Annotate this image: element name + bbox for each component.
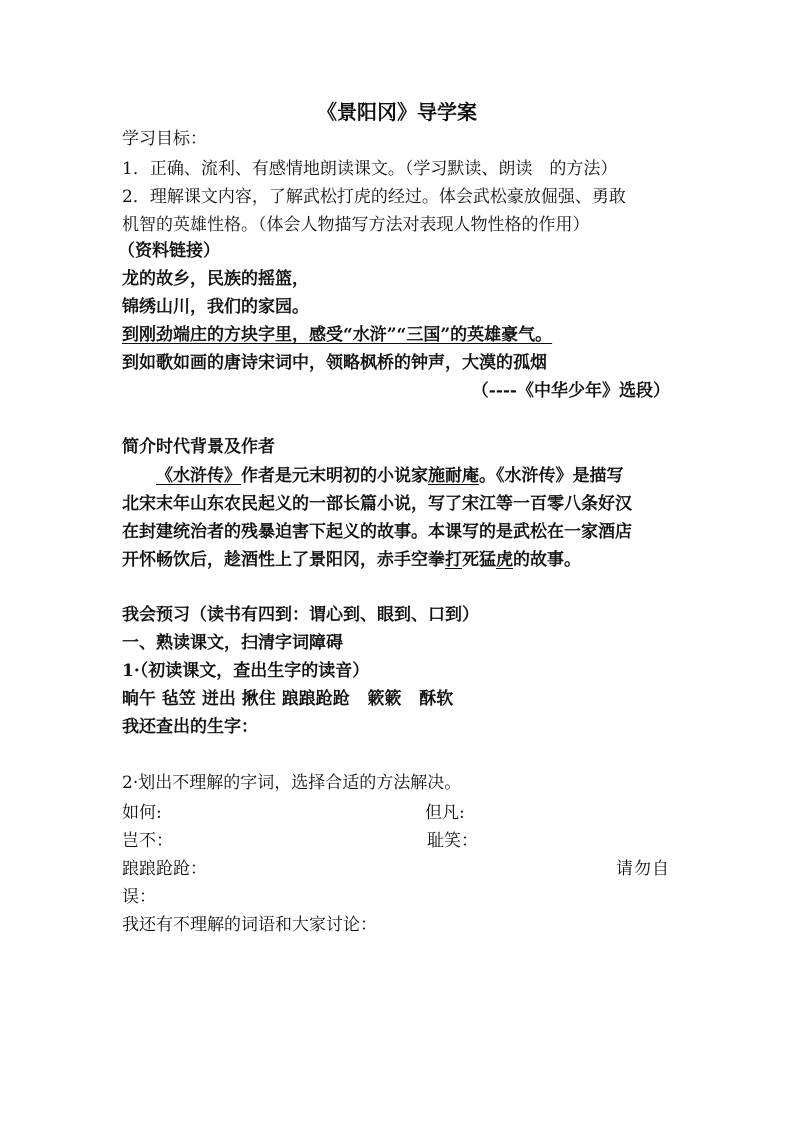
found-characters-prompt: 我还查出的生字： <box>122 717 258 737</box>
background-text: 的故事。 <box>513 550 581 570</box>
new-word: 迸出 <box>201 689 236 709</box>
poem-line: 到如歌如画的唐诗宋词中，领略枫桥的钟声，大漠的孤烟 <box>122 353 547 373</box>
background-text: 死猛 <box>462 550 496 570</box>
new-word: 揪住 <box>241 689 276 709</box>
resource-heading: （资料链接） <box>118 241 220 261</box>
poem-source: （----《中华少年》选段） <box>471 381 670 401</box>
goal-item-2-line-1: 2．理解课文内容，了解武松打虎的经过。体会武松豪放倔强、勇敢 <box>122 187 626 207</box>
new-word: 簌簌 <box>367 689 402 709</box>
page-title: 《景阳冈》导学案 <box>317 100 477 124</box>
new-word: 毡笠 <box>161 689 196 709</box>
author-name: 施耐庵 <box>428 466 479 486</box>
background-line-4 <box>122 549 581 571</box>
poem-line: 到刚劲端庄的方块字里，感受“水浒”“三国”的英雄豪气。 <box>122 325 553 345</box>
question-2: 2·划出不理解的字词，选择合适的方法解决。 <box>122 773 462 793</box>
goal-item-2-line-2: 机智的英雄性格。（体会人物描写方法对表现人物性格的作用） <box>122 215 590 235</box>
term-qibu: 岂不： <box>122 831 173 851</box>
poem-line: 锦绣山川，我们的家园。 <box>122 297 309 317</box>
goal-item-1: 1．正确、流利、有感情地朗读课文。（学习默读、朗读 的方法） <box>122 159 618 179</box>
question-1: 1·（初读课文，查出生字的读音） <box>122 661 370 681</box>
background-line-2: 北宋末年山东农民起义的一部长篇小说，写了宋江等一百零八条好汉 <box>122 494 632 514</box>
poem-line: 龙的故乡，民族的摇篮， <box>122 269 309 289</box>
preview-heading: 我会预习（读书有四到：谓心到、眼到、口到） <box>122 605 479 625</box>
term-qingwuziwu: 请勿自 <box>616 859 670 879</box>
background-text: 作者是元末明初的小说家 <box>241 466 428 486</box>
discuss-prompt: 我还有不理解的词语和大家讨论： <box>122 915 377 935</box>
underlined-word: 虎 <box>496 550 513 570</box>
new-word: 晌午 <box>122 689 156 709</box>
term-chixiao: 耻笑： <box>427 831 478 851</box>
background-line-3: 在封建统治者的残暴迫害下起义的故事。本课写的是武松在一家酒店 <box>122 522 632 542</box>
background-line-1 <box>156 465 624 487</box>
background-text: 开怀畅饮后，趁酒性上了景阳冈，赤手空拳 <box>122 550 445 570</box>
book-title: 《水浒传》 <box>156 466 241 486</box>
new-word: 踉踉跄跄 <box>281 689 350 709</box>
term-qingwuziwu-cont: 误： <box>122 887 156 907</box>
background-heading: 简介时代背景及作者 <box>122 437 275 457</box>
term-danfan: 但凡: <box>425 803 465 823</box>
new-word: 酥软 <box>419 689 454 709</box>
background-text: 。《水浒传》是描写 <box>479 466 624 486</box>
goals-heading: 学习目标： <box>122 129 207 149</box>
section-1-heading: 一、熟读课文，扫清字词障碍 <box>122 633 343 653</box>
term-ruhe: 如何: <box>122 803 162 823</box>
new-words-row <box>122 688 453 710</box>
term-liangliang: 踉踉跄跄： <box>122 859 207 879</box>
underlined-word: 打 <box>445 550 462 570</box>
